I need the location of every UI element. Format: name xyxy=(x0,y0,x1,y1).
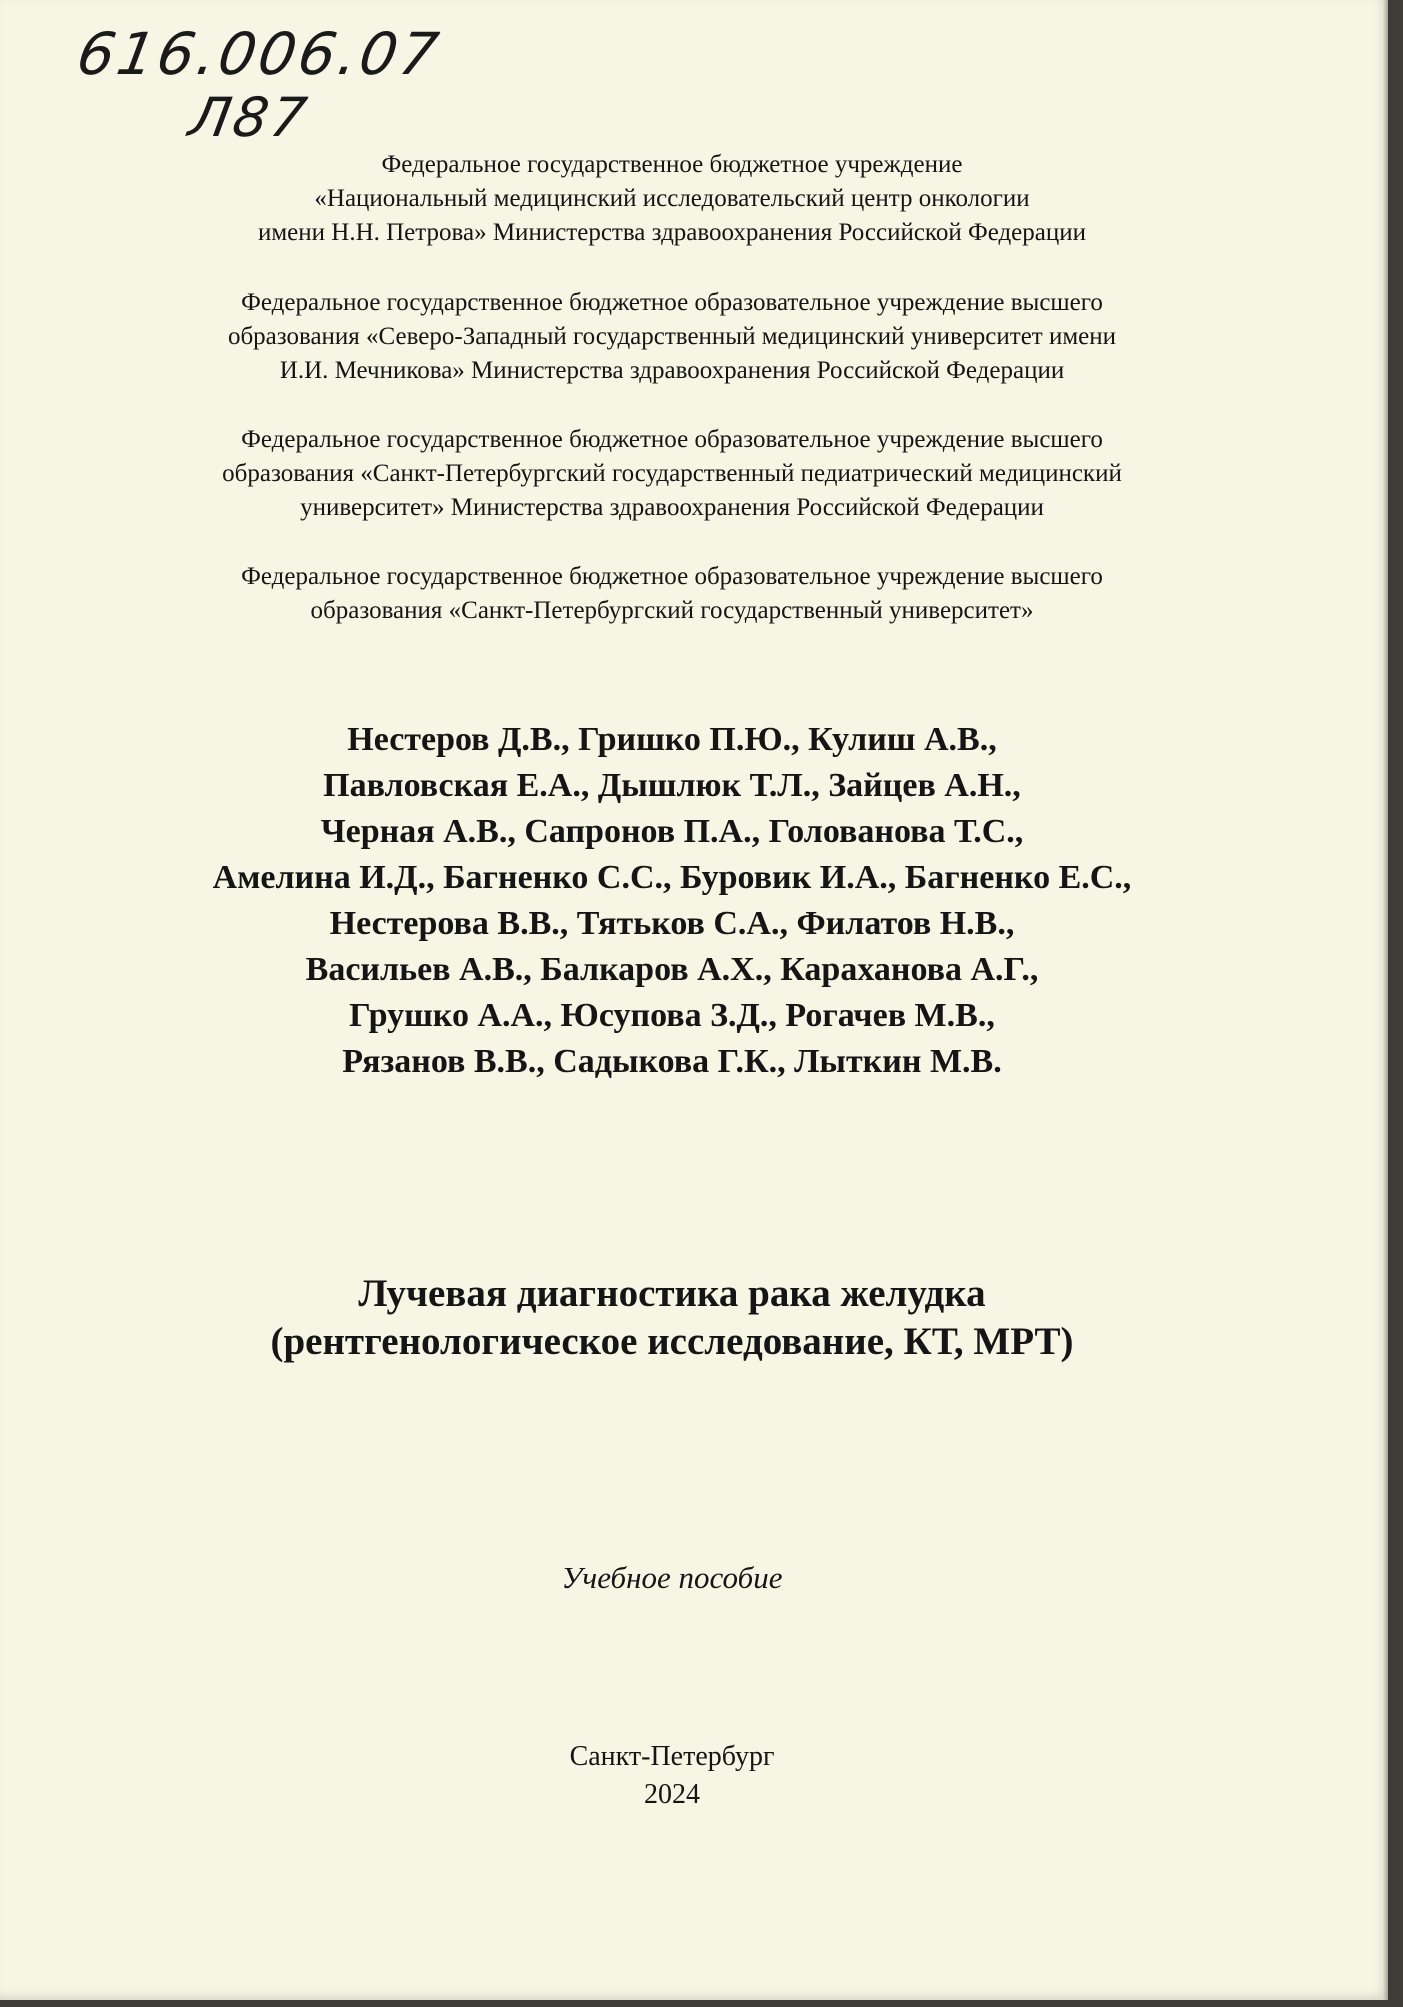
author-line: Васильев А.В., Балкаров А.Х., Караханова А.Г., xyxy=(305,951,1039,988)
handwritten-author-mark: Л87 xyxy=(184,86,314,149)
author-line: Нестеров Д.В., Гришко П.Ю., Кулиш А.В., xyxy=(347,721,997,758)
institution-line: Федеральное государственное бюджетное образовательное учреждение высшего xyxy=(241,426,1103,453)
institution-line: Федеральное государственное бюджетное образовательное учреждение высшего xyxy=(241,563,1103,590)
author-line: Амелина И.Д., Багненко С.С., Буровик И.А., Багненко Е.С., xyxy=(212,859,1132,896)
institution-block-3 xyxy=(0,423,1344,525)
imprint-year: 2024 xyxy=(644,1779,700,1810)
institution-line: образования «Санкт-Петербургский государственный педиатрический медицинский xyxy=(222,460,1122,487)
book-title-line: Лучевая диагностика рака желудка xyxy=(358,1272,986,1315)
institution-line: Федеральное государственное бюджетное образовательное учреждение высшего xyxy=(241,289,1103,316)
author-line: Рязанов В.В., Садыкова Г.К., Лыткин М.В. xyxy=(342,1043,1002,1080)
author-line: Павловская Е.А., Дышлюк Т.Л., Зайцев А.Н., xyxy=(323,767,1021,804)
publication-type: Учебное пособие xyxy=(561,1560,783,1595)
book-title-line: (рентгенологическое исследование, КТ, МРТ) xyxy=(270,1320,1074,1363)
institution-line: университет» Министерства здравоохранения Российской Федерации xyxy=(300,494,1044,521)
institution-line: имени Н.Н. Петрова» Министерства здравоохранения Российской Федерации xyxy=(257,219,1087,246)
authors-list xyxy=(0,717,1344,1085)
institution-line: образования «Санкт-Петербургский государственный университет» xyxy=(310,597,1034,624)
handwritten-classification: 616.006.07 xyxy=(72,20,447,88)
institution-block-4 xyxy=(0,560,1344,628)
institution-line: И.И. Мечникова» Министерства здравоохранения Российской Федерации xyxy=(279,357,1065,384)
author-line: Грушко А.А., Юсупова З.Д., Рогачев М.В., xyxy=(349,997,995,1034)
institution-line: образования «Северо-Западный государственный медицинский университет имени xyxy=(227,323,1117,350)
imprint xyxy=(0,1738,1344,1814)
author-line: Нестерова В.В., Тятьков С.А., Филатов Н.В., xyxy=(329,905,1015,942)
author-line: Черная А.В., Сапронов П.А., Голованова Т.С., xyxy=(320,813,1024,850)
institution-line: «Национальный медицинский исследовательский центр онкологии xyxy=(314,185,1030,212)
institution-line: Федеральное государственное бюджетное учреждение xyxy=(381,151,963,178)
imprint-city: Санкт-Петербург xyxy=(569,1741,775,1772)
institution-block-1 xyxy=(0,148,1344,250)
institution-block-2 xyxy=(0,286,1344,388)
book-title xyxy=(0,1270,1344,1366)
